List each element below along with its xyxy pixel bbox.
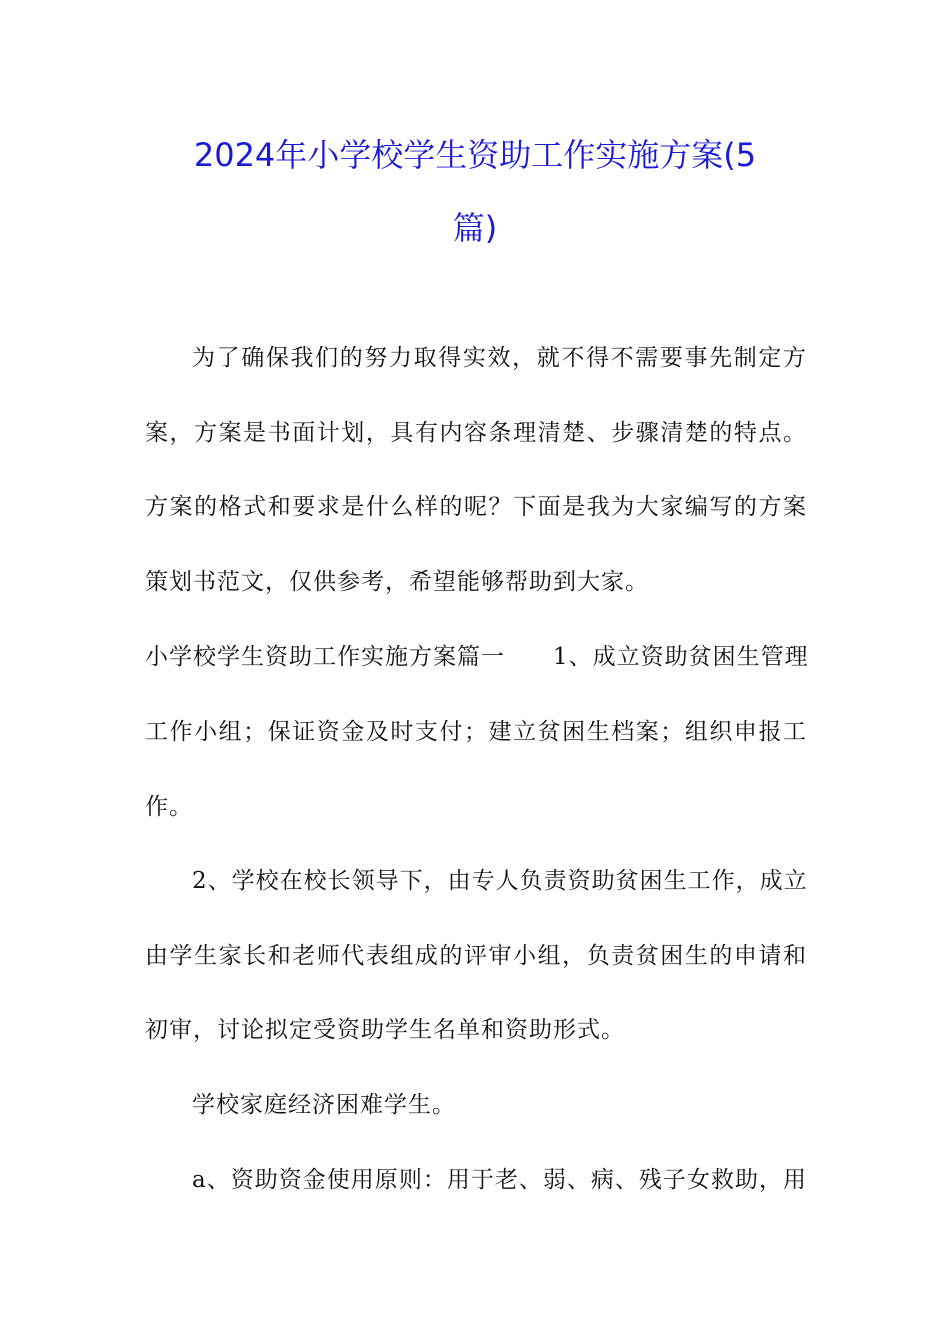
paragraph-1-line-3: 方案的格式和要求是什么样的呢？下面是我为大家编写的方案 bbox=[145, 494, 807, 520]
paragraph-3-line-2: 由学生家长和老师代表组成的评审小组，负责贫困生的申请和 bbox=[145, 943, 807, 969]
paragraph-1-line-1: 为了确保我们的努力取得实效，就不得不需要事先制定方 bbox=[192, 345, 807, 371]
paragraph-2-line-1: 小学校学生资助工作实施方案篇一 1、成立资助贫困生管理 bbox=[145, 644, 809, 670]
paragraph-3-line-3: 初审，讨论拟定受资助学生名单和资助形式。 bbox=[145, 1017, 625, 1043]
paragraph-2-line-3: 作。 bbox=[145, 794, 193, 820]
paragraph-5-line-1: a、资助资金使用原则：用于老、弱、病、残子女救助，用 bbox=[192, 1167, 807, 1193]
document-title-line-1: 2024年小学校学生资助工作实施方案(5 bbox=[193, 136, 757, 174]
paragraph-1-line-2: 案，方案是书面计划，具有内容条理清楚、步骤清楚的特点。 bbox=[145, 420, 807, 446]
paragraph-4-line-1: 学校家庭经济困难学生。 bbox=[192, 1092, 456, 1118]
paragraph-2-line-2: 工作小组；保证资金及时支付；建立贫困生档案；组织申报工 bbox=[145, 719, 807, 745]
paragraph-1-line-4: 策划书范文，仅供参考，希望能够帮助到大家。 bbox=[145, 569, 649, 595]
document-title-line-2: 篇) bbox=[452, 209, 498, 247]
paragraph-3-line-1: 2、学校在校长领导下，由专人负责资助贫困生工作，成立 bbox=[192, 868, 808, 894]
